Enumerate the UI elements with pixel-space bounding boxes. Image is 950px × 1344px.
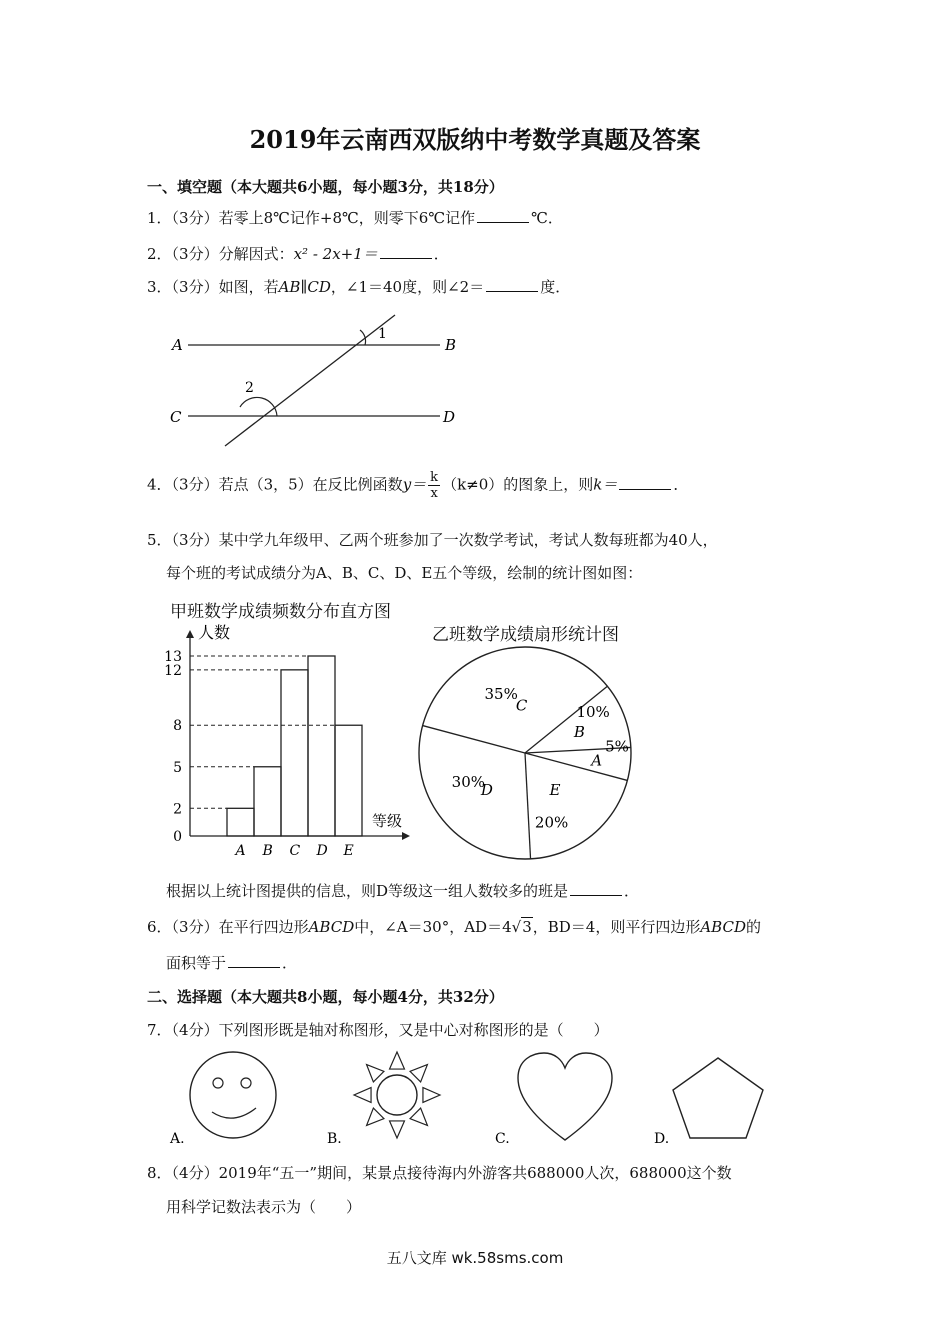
sqrt-sign: √ — [511, 918, 522, 936]
section-heading-fill-in: 一、填空题（本大题共6小题，每小题3分，共18分） — [147, 178, 504, 196]
angle-2-arc — [240, 397, 277, 416]
q3-ab: AB — [278, 278, 301, 296]
bar-b — [254, 767, 281, 836]
y-tick-label: 5 — [173, 759, 182, 776]
y-tick-label: 2 — [173, 801, 182, 818]
q4-fraction — [428, 470, 440, 501]
q6-text: 6．（3分）在平行四边形 — [147, 918, 309, 936]
slice-boundary — [525, 753, 531, 859]
heart-icon — [518, 1053, 612, 1140]
x-axis-label: 等级 — [372, 812, 403, 830]
y-axis-arrow — [186, 630, 194, 638]
page-title: 2019年云南西双版纳中考数学真题及答案 — [249, 125, 701, 154]
slice-percent-d: 30% — [451, 772, 486, 791]
sun-ray — [390, 1121, 405, 1138]
question-4 — [147, 470, 688, 501]
answer-blank — [477, 208, 529, 223]
q4-k: k＝ — [593, 475, 618, 494]
footer-watermark: 五八文库 wk.58sms.com — [386, 1249, 564, 1267]
bar-c — [281, 670, 308, 836]
slice-label-c: C — [515, 696, 528, 715]
x-tick-label: E — [343, 843, 354, 859]
q3-parallel-symbol: ∥ — [300, 278, 308, 296]
answer-blank — [486, 277, 538, 292]
label-d: D — [443, 408, 456, 426]
q2-expression: x² - 2x+1＝ — [293, 245, 378, 263]
sun-ray — [423, 1088, 440, 1103]
question-3 — [147, 276, 570, 297]
slice-label-b: B — [573, 723, 585, 742]
sun-icon — [354, 1052, 440, 1138]
answer-blank — [619, 475, 671, 490]
q6-abcd: ABCD — [308, 918, 355, 936]
angle-1-arc — [360, 330, 366, 345]
answer-blank — [228, 953, 280, 968]
sun-ray — [390, 1052, 405, 1069]
sun-ray — [410, 1065, 427, 1082]
q6-suffix: ． — [282, 954, 298, 972]
sun-ray — [367, 1065, 384, 1082]
slice-boundary — [423, 726, 525, 753]
label-a: A — [172, 336, 183, 354]
question-7: 7．（4分）下列图形既是轴对称图形，又是中心对称图形的是（ ） — [147, 1021, 609, 1039]
question-5-line-1: 5．（3分）某中学九年级甲、乙两个班参加了一次数学考试，考试人数每班都为40人， — [147, 531, 718, 549]
question-6 — [147, 916, 761, 937]
slice-boundary — [525, 753, 627, 780]
q2-suffix: ． — [433, 245, 449, 263]
q6-line2-text: 面积等于 — [166, 954, 227, 972]
x-axis-arrow — [402, 832, 410, 840]
y-tick-label: 0 — [173, 829, 182, 845]
bar-e — [335, 725, 362, 836]
x-tick-label: C — [289, 843, 301, 859]
slice-percent-a: 5% — [605, 737, 629, 756]
sqrt-radicand: 3 — [522, 918, 532, 936]
q6-text-3: ，BD＝4，则平行四边形 — [532, 918, 701, 936]
x-tick-label: B — [262, 843, 273, 859]
pentagon-icon — [673, 1058, 763, 1138]
slice-label-d: D — [480, 780, 493, 799]
question-2 — [147, 243, 449, 264]
fraction-denominator: x — [430, 486, 438, 501]
q6-text-2: 中，∠A＝30°，AD＝4 — [354, 918, 512, 936]
q1-text: 1．（3分）若零上8℃记作+8℃，则零下6℃记作 — [147, 209, 476, 227]
histogram-chart — [160, 622, 420, 862]
option-c-label: C. — [495, 1131, 510, 1147]
question-7-figures — [160, 1050, 800, 1150]
histogram-title: 甲班数学成绩频数分布直方图 — [170, 602, 391, 622]
smiley-face-icon — [190, 1052, 276, 1138]
bar-d — [308, 656, 335, 836]
y-tick-label: 8 — [173, 718, 182, 735]
q4-suffix: ． — [673, 475, 689, 494]
label-c: C — [170, 408, 182, 426]
label-angle-1: 1 — [378, 326, 387, 342]
label-b: B — [445, 336, 457, 354]
answer-blank — [380, 244, 432, 259]
section-heading-choice: 二、选择题（本大题共8小题，每小题4分，共32分） — [147, 988, 504, 1006]
y-tick-label: 12 — [164, 662, 182, 679]
q6-text-4: 的 — [745, 918, 761, 936]
question-5-line-2: 每个班的考试成绩分为A、B、C、D、E五个等级，绘制的统计图如图： — [166, 564, 643, 582]
question-5-conclusion — [166, 880, 639, 901]
pie-chart-title: 乙班数学成绩扇形统计图 — [432, 625, 619, 645]
answer-blank — [570, 881, 622, 896]
q5-conclusion-text: 根据以上统计图提供的信息，则D等级这一组人数较多的班是 — [166, 882, 569, 900]
q6-abcd-2: ABCD — [700, 918, 746, 936]
question-1 — [147, 207, 563, 228]
fraction-numerator: k — [430, 470, 439, 485]
x-tick-label: D — [316, 843, 328, 859]
q4-y: y＝ — [402, 475, 427, 494]
figure-parallel-lines — [160, 310, 470, 455]
y-axis-label: 人数 — [198, 623, 231, 642]
q1-suffix: ℃． — [531, 209, 563, 227]
q5-suffix: ． — [624, 882, 640, 900]
sun-ray — [367, 1108, 384, 1125]
q4-text: 4．（3分）若点（3，5）在反比例函数 — [147, 475, 403, 494]
sun-ray — [354, 1088, 371, 1103]
option-d-label: D. — [654, 1131, 670, 1147]
y-tick-label: 13 — [164, 649, 182, 665]
slice-label-e: E — [549, 781, 561, 800]
q3-text: 3．（3分）如图，若 — [147, 278, 279, 296]
slice-percent-b: 10% — [576, 703, 610, 722]
question-6-line-2 — [166, 952, 297, 973]
slice-percent-c: 35% — [484, 685, 518, 704]
x-tick-label: A — [235, 843, 246, 859]
label-angle-2: 2 — [245, 380, 254, 396]
pie-chart — [410, 640, 640, 865]
option-b-label: B. — [327, 1131, 342, 1147]
slice-label-a: A — [591, 751, 603, 770]
question-8-line-1: 8．（4分）2019年“五一”期间，某景点接待海内外游客共688000人次，688000这个数 — [147, 1164, 732, 1182]
q3-suffix: 度． — [540, 278, 571, 296]
q4-text-2: （k≠0）的图象上，则 — [442, 475, 594, 494]
q3-cd: CD — [307, 278, 331, 296]
question-8-line-2: 用科学记数法表示为（ ） — [166, 1198, 362, 1216]
slice-percent-e: 20% — [534, 813, 569, 832]
q2-text: 2．（3分）分解因式： — [147, 245, 294, 263]
bar-a — [227, 808, 254, 836]
sun-ray — [410, 1108, 427, 1125]
q3-text-2: ，∠1＝40度，则∠2＝ — [330, 278, 485, 296]
option-a-label: A. — [170, 1131, 185, 1147]
